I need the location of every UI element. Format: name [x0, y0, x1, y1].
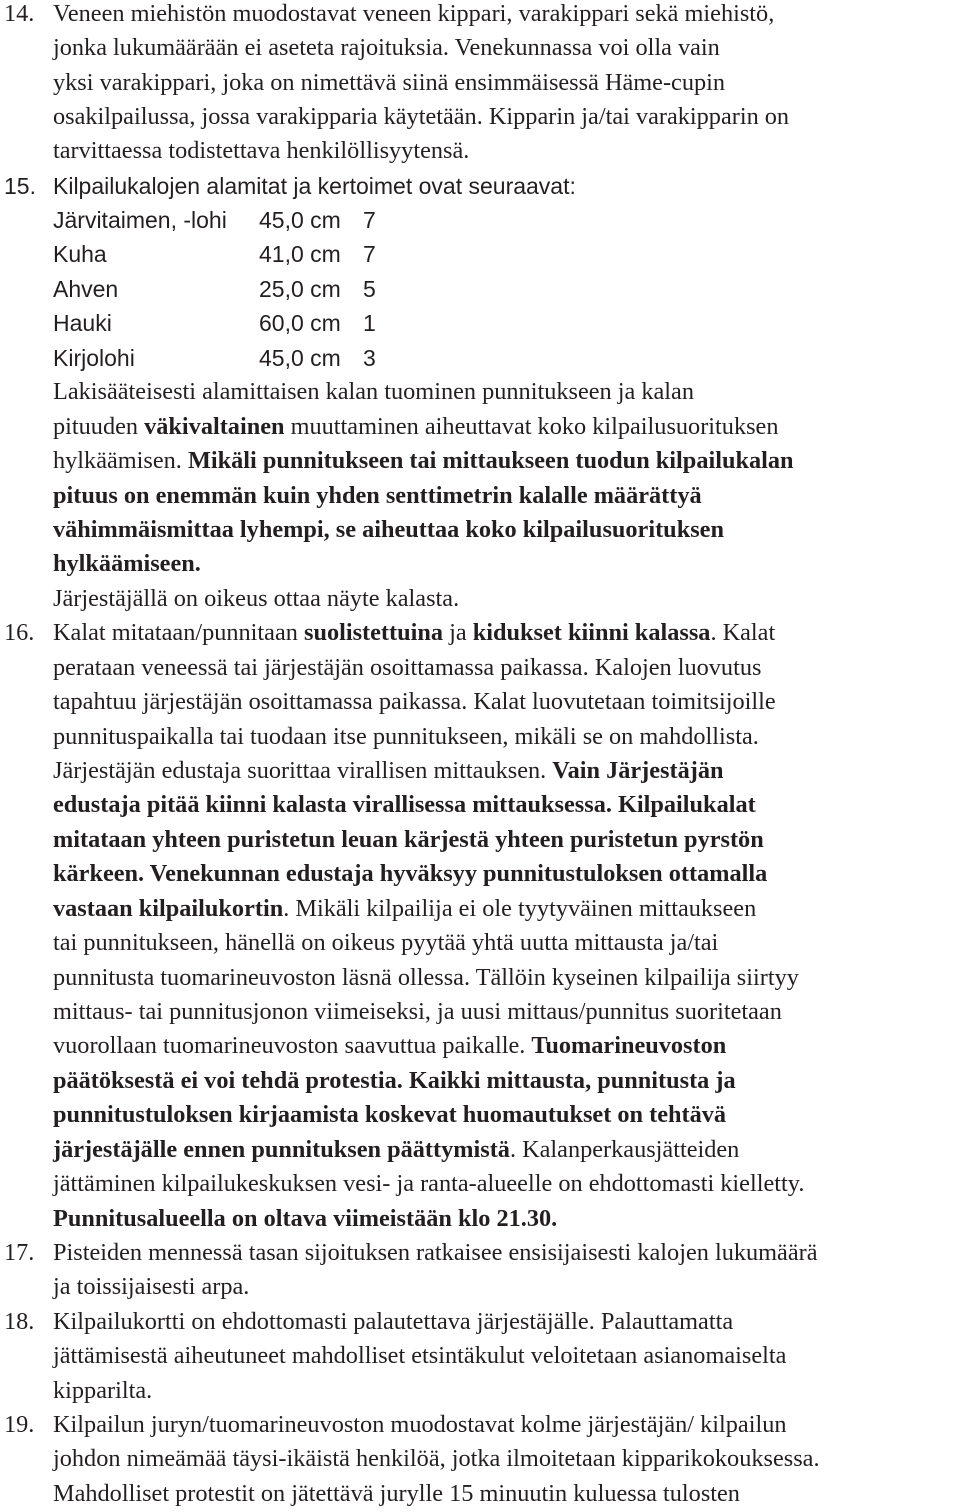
fish-species: Hauki: [53, 310, 112, 336]
item-text: jättämisestä aiheutuneet mahdolliset etsintäkulut veloitetaan asianomaiselta: [53, 1342, 787, 1369]
emphasis-text: Punnitusalueella on oltava viimeistään klo 21.30.: [53, 1205, 558, 1232]
item-text: mittaus- tai punnitusjonon viimeiseksi, ja uusi mittaus/punnitus suoritetaan: [53, 998, 782, 1025]
emphasis-text: kärkeen. Venekunnan edustaja hyväksyy punnitustuloksen ottamalla: [53, 860, 768, 887]
emphasis-text: edustaja pitää kiinni kalasta virallisessa mittauksessa. Kilpailukalat: [53, 791, 756, 818]
text-run: hylkäämisen.: [53, 447, 188, 474]
text-run: ja: [443, 619, 473, 646]
fish-min-length: 60,0 cm: [259, 310, 341, 336]
item-text: tarvittaessa todistettava henkilöllisyytensä.: [53, 137, 470, 164]
item-number: 17.: [4, 1239, 35, 1266]
emphasis-text: järjestäjälle ennen punnituksen päättymistä: [53, 1136, 510, 1163]
text-run: Järjestäjän edustaja suorittaa virallisen mittauksen.: [53, 757, 553, 784]
fish-species: Järvitaimen, -lohi: [53, 207, 227, 233]
emphasis-text: punnitustuloksen kirjaamista koskevat huomautukset on tehtävä: [53, 1101, 727, 1128]
emphasis-text: suolistettuina: [303, 619, 444, 646]
fish-species: Kirjolohi: [53, 345, 135, 371]
item-text: Järjestäjällä on oikeus ottaa näyte kalasta.: [53, 585, 460, 612]
fish-min-length: 25,0 cm: [259, 276, 341, 302]
emphasis-text: Vain Järjestäjän: [552, 757, 724, 784]
fish-min-length: 45,0 cm: [259, 207, 341, 233]
item-text: Veneen miehistön muodostavat veneen kippari, varakippari sekä miehistö,: [53, 0, 775, 27]
item-text: Lakisääteisesti alamittaisen kalan tuominen punnitukseen ja kalan: [53, 378, 694, 405]
text-run: . Mikäli kilpailija ei ole tyytyväinen mittaukseen: [283, 895, 757, 922]
text-run: Kalat mitataan/punnitaan: [53, 619, 304, 646]
item-text: punnitusta tuomarineuvoston läsnä ollessa. Tällöin kyseinen kilpailija siirtyy: [53, 964, 799, 991]
item-number: 18.: [4, 1308, 35, 1335]
emphasis-text: Mikäli punnitukseen tai mittaukseen tuodun kilpailukalan: [187, 447, 794, 474]
item-text: [53, 754, 724, 788]
fish-min-length: 41,0 cm: [259, 241, 341, 267]
fish-coefficient: 3: [363, 345, 376, 371]
item-number: 19.: [4, 1411, 35, 1438]
item-text: kipparilta.: [53, 1377, 153, 1404]
item-text: Pisteiden mennessä tasan sijoituksen ratkaisee ensisijaisesti kalojen lukumäärä: [53, 1239, 818, 1266]
item-text: tapahtuu järjestäjän osoittamassa paikassa. Kalat luovutetaan toimitsijoille: [53, 688, 776, 715]
emphasis-text: vastaan kilpailukortin: [53, 895, 284, 922]
text-run: vuorollaan tuomarineuvoston saavuttua paikalle.: [53, 1032, 532, 1059]
item-text: punnituspaikalla tai tuodaan itse punnitukseen, mikäli se on mahdollista.: [53, 723, 759, 750]
emphasis-text: Tuomarineuvoston: [531, 1032, 727, 1059]
fish-coefficient: 5: [363, 276, 376, 302]
emphasis-text: mitataan yhteen puristetun leuan kärjestä yhteen puristetun pyrstön: [53, 826, 764, 853]
item-text: [53, 892, 756, 926]
text-run: . Kalanperkausjätteiden: [509, 1136, 740, 1163]
text-run: pituuden: [53, 413, 145, 440]
item-text: jättäminen kilpailukeskuksen vesi- ja ranta-alueelle on ehdottomasti kielletty.: [53, 1170, 805, 1197]
emphasis-text: hylkäämiseen.: [53, 550, 201, 577]
fish-coefficient: 7: [363, 207, 376, 233]
text-run: muuttaminen aiheuttavat koko kilpailusuorituksen: [284, 413, 779, 440]
emphasis-text: pituus on enemmän kuin yhden senttimetrin kalalle määrättyä: [53, 482, 702, 509]
item-text: perataan veneessä tai järjestäjän osoittamassa paikassa. Kalojen luovutus: [53, 654, 762, 681]
item-text: osakilpailussa, jossa varakipparia käytetään. Kipparin ja/tai varakipparin on: [53, 103, 790, 130]
fish-coefficient: 7: [363, 241, 376, 267]
item-text: [53, 444, 794, 478]
item-text: tai punnitukseen, hänellä on oikeus pyytää yhtä uutta mittausta ja/tai: [53, 929, 719, 956]
emphasis-text: kidukset kiinni kalassa: [472, 619, 711, 646]
emphasis-text: päätöksestä ei voi tehdä protestia. Kaikki mittausta, punnitusta ja: [53, 1067, 736, 1094]
item-text: [53, 616, 775, 650]
fish-species: Ahven: [53, 276, 119, 302]
item-text: ja toissijaisesti arpa.: [53, 1273, 250, 1300]
emphasis-text: väkivaltainen: [144, 413, 285, 440]
text-run: . Kalat: [710, 619, 776, 646]
emphasis-text: vähimmäismittaa lyhempi, se aiheuttaa koko kilpailusuorituksen: [53, 516, 724, 543]
item-number: 14.: [4, 0, 35, 27]
item-number: 16.: [4, 619, 35, 646]
item-text: [53, 410, 778, 444]
item-text: johdon nimeämää täysi-ikäistä henkilöä, jotka ilmoitetaan kipparikokouksessa.: [53, 1445, 820, 1472]
fish-coefficient: 1: [363, 310, 376, 336]
fish-species: Kuha: [53, 241, 107, 267]
item-text: [53, 1133, 739, 1167]
fish-min-length: 45,0 cm: [259, 345, 341, 371]
item-text: Kilpailukalojen alamitat ja kertoimet ovat seuraavat:: [53, 173, 576, 199]
item-text: Mahdolliset protestit on jätettävä jurylle 15 minuutin kuluessa tulosten: [53, 1480, 740, 1507]
item-text: Kilpailukortti on ehdottomasti palautettava järjestäjälle. Palauttamatta: [53, 1308, 734, 1335]
item-text: [53, 1029, 726, 1063]
item-text: Kilpailun juryn/tuomarineuvoston muodostavat kolme järjestäjän/ kilpailun: [53, 1411, 787, 1438]
item-text: yksi varakippari, joka on nimettävä siinä ensimmäisessä Häme-cupin: [53, 69, 726, 96]
item-text: jonka lukumäärään ei aseteta rajoituksia. Venekunnassa voi olla vain: [53, 34, 720, 61]
item-number: 15.: [4, 173, 36, 199]
